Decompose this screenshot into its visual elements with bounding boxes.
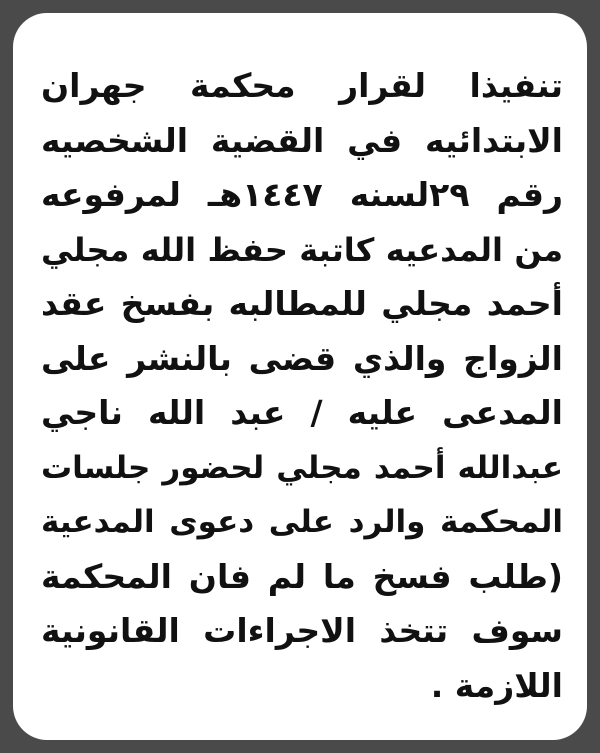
notice-line: اللازمة . xyxy=(430,665,563,705)
notice-line: عبدالله أحمد مجلي لحضور جلسات xyxy=(41,449,563,486)
notice-line: الزواج والذي قضى بالنشر على xyxy=(41,338,563,378)
notice-line: أحمد مجلي للمطالبه بفسخ عقد xyxy=(41,284,563,323)
court-notice-text xyxy=(41,59,563,713)
notice-card xyxy=(13,13,587,740)
notice-line: سوف تتخذ الاجراءات القانونية xyxy=(41,611,563,650)
notice-line: (طلب فسخ ما لم فان المحكمة xyxy=(41,556,563,596)
notice-line: رقم ٢٩لسنه ١٤٤٧هـ لمرفوعه xyxy=(41,175,563,214)
notice-line: تنفيذا لقرار محكمة جهران xyxy=(41,66,563,105)
notice-line: المحكمة والرد على دعوى المدعية xyxy=(41,504,563,540)
notice-line: الابتدائيه في القضية الشخصيه xyxy=(41,120,563,160)
notice-line: المدعى عليه / عبد الله ناجي xyxy=(41,393,563,432)
notice-line: من المدعيه كاتبة حفظ الله مجلي xyxy=(41,230,563,269)
